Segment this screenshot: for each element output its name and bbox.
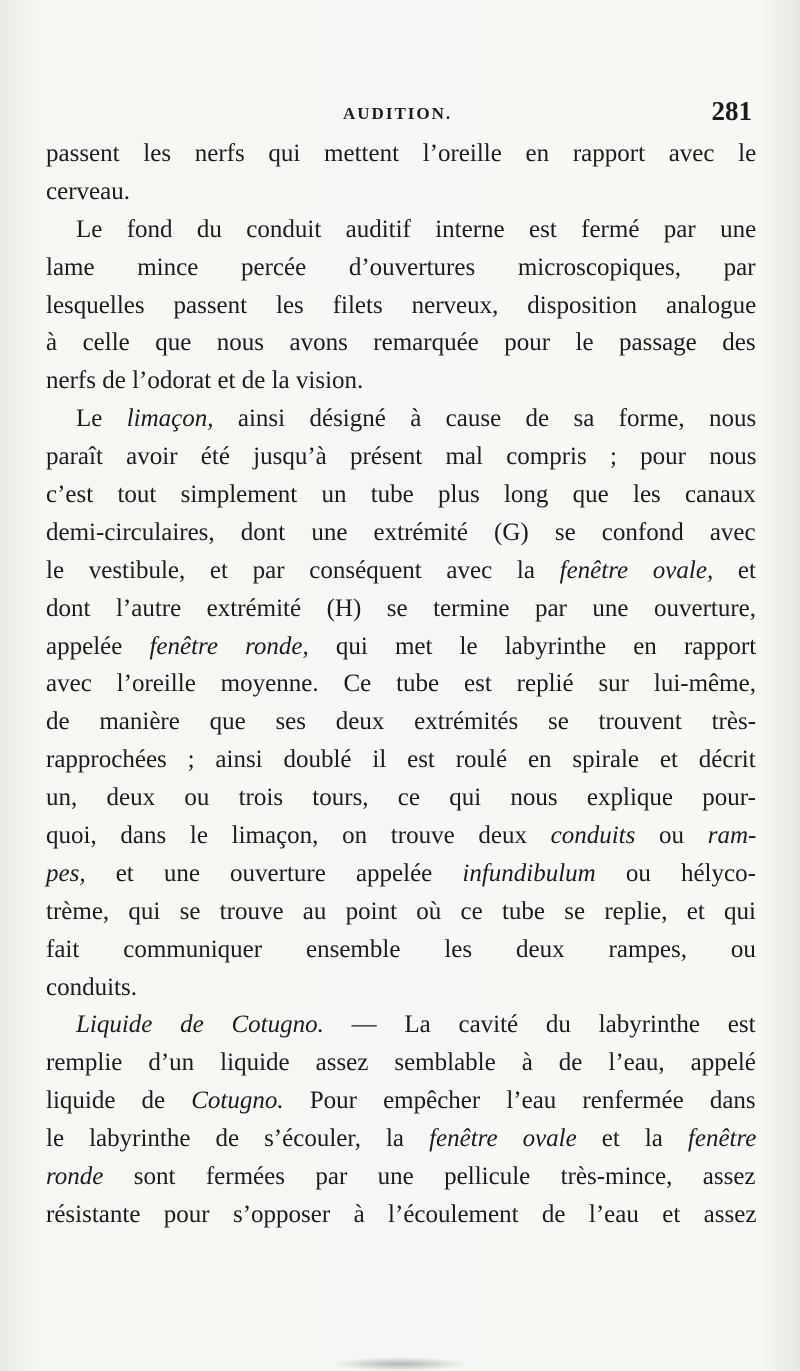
body-text xyxy=(46,135,756,1234)
text-line: pes, et une ouverture appelée infundibulum ou hélyco- xyxy=(46,859,756,887)
italic-term: conduits xyxy=(550,822,636,850)
text-line: lame mince percée d’ouvertures microscopiques, par xyxy=(46,253,756,281)
italic-term: fenêtre ovale, xyxy=(559,556,714,584)
text-line: paraît avoir été jusqu’à présent mal compris ; pour nous xyxy=(46,443,757,471)
paragraph-start-line: Le limaçon, ainsi désigné à cause de sa forme, nous xyxy=(76,405,757,433)
text-line: rapprochées ; ainsi doublé il est roulé en spirale et décrit xyxy=(46,746,756,774)
italic-term: fenêtre ovale xyxy=(429,1125,577,1153)
text-line: cerveau. xyxy=(46,177,130,205)
italic-term: limaçon, xyxy=(126,405,214,433)
text-line: passent les nerfs qui mettent l’oreille en rapport avec le xyxy=(46,140,757,167)
ink-smudge xyxy=(330,1357,470,1371)
paragraph-start-line: Le fond du conduit auditif interne est fermé par une xyxy=(76,215,757,243)
italic-term: Cotugno. xyxy=(191,1087,284,1115)
text-line: liquide de Cotugno. Pour empêcher l’eau renfermée dans xyxy=(46,1087,756,1115)
running-title: AUDITION. xyxy=(343,104,453,123)
text-line: trème, qui se trouve au point où ce tube se replie, et qui xyxy=(46,897,756,925)
text-line: à celle que nous avons remarquée pour le passage des xyxy=(46,329,756,357)
text-line: de manière que ses deux extrémités se trouvent très- xyxy=(46,708,757,736)
text-line: c’est tout simplement un tube plus long que les canaux xyxy=(46,481,756,509)
text-line: fait communiquer ensemble les deux rampes, ou xyxy=(46,935,756,963)
text-line: demi-circulaires, dont une extrémité (G) se confond avec xyxy=(46,518,756,546)
italic-term: ram- xyxy=(707,822,757,850)
text-line: ronde sont fermées par une pellicule très-mince, assez xyxy=(46,1163,756,1191)
text-line: résistante pour s’opposer à l’écoulement de l’eau et assez xyxy=(46,1200,757,1228)
text-line: le labyrinthe de s’écouler, la fenêtre ovale et la fenêtre xyxy=(46,1125,757,1153)
italic-term: infundibulum xyxy=(462,859,596,887)
page-number: 281 xyxy=(711,96,752,126)
italic-term: fenêtre ronde, xyxy=(149,632,309,660)
text-line: un, deux ou trois tours, ce qui nous explique pour- xyxy=(46,784,756,812)
text-line: remplie d’un liquide assez semblable à de l’eau, appelé xyxy=(46,1049,756,1077)
text-line: nerfs de l’odorat et de la vision. xyxy=(46,367,364,395)
text-line: le vestibule, et par conséquent avec la fenêtre ovale, et xyxy=(46,556,756,584)
italic-term: ronde xyxy=(46,1163,104,1191)
text-line: avec l’oreille moyenne. Ce tube est replié sur lui-même, xyxy=(46,670,756,698)
text-line: appelée fenêtre ronde, qui met le labyrinthe en rapport xyxy=(46,632,757,660)
text-line: quoi, dans le limaçon, on trouve deux conduits ou ram- xyxy=(46,822,757,850)
italic-term: pes, xyxy=(46,859,86,887)
paragraph-start-line: Liquide de Cotugno. — La cavité du labyrinthe est xyxy=(76,1011,756,1039)
text-line: lesquelles passent les filets nerveux, disposition analogue xyxy=(46,291,757,319)
italic-term: fenêtre xyxy=(687,1125,757,1153)
text-line: conduits. xyxy=(46,973,137,1001)
text-line: dont l’autre extrémité (H) se termine par une ouverture, xyxy=(46,594,757,622)
running-head xyxy=(0,96,800,136)
section-heading: Liquide de Cotugno. xyxy=(76,1011,324,1039)
